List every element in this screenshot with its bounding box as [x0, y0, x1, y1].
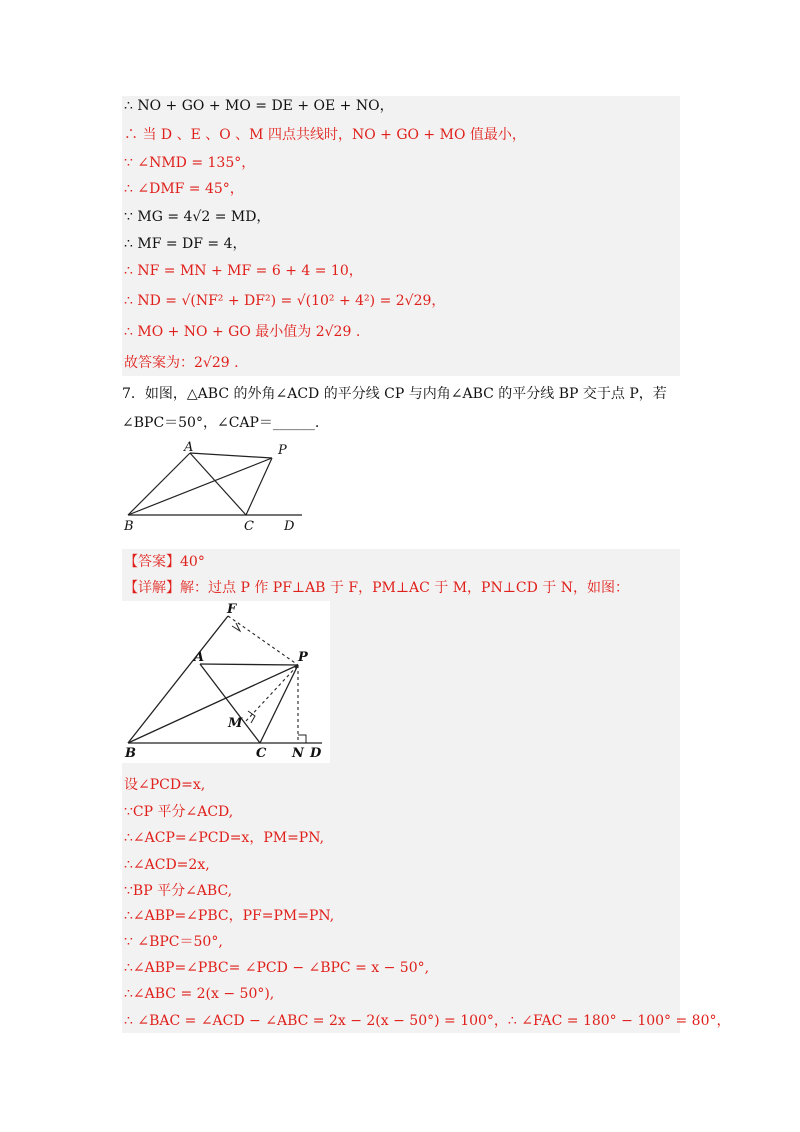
answer-figure [122, 601, 330, 763]
prev-line: ∵ MG = 4√2 = MD， [124, 209, 271, 225]
question-figure [122, 440, 312, 535]
step-line: ∴∠ABP=∠PBC，PF=PM=PN, [124, 908, 335, 924]
label-p: P [298, 650, 308, 665]
label-d: D [284, 519, 295, 534]
line-ac [190, 453, 246, 515]
step-line: ∴∠ABP=∠PBC= ∠PCD − ∠BPC = x − 50°, [124, 960, 430, 976]
right-angle-n [298, 735, 306, 743]
prev-line: ∴ MO + NO + GO 最小值为 2√29 . [124, 324, 361, 340]
answer-label: 【答案】40° [124, 554, 205, 570]
prev-line: ∴ NF = MN + MF = 6 + 4 = 10， [124, 263, 363, 279]
right-angle-m [248, 711, 255, 723]
step-line: ∴ ∠BAC = ∠ACD − ∠ABC = 2x − 2(x − 50°) = 100°，∴ ∠FAC = 180° − 100° = 80°， [124, 1013, 731, 1029]
line-pm [246, 665, 298, 721]
label-p: P [278, 443, 287, 458]
line-ba [128, 453, 190, 515]
prev-line: ∴ ND = √(NF² + DF²) = √(10² + 4²) = 2√29， [124, 293, 446, 309]
step-line: ∵CP 平分∠ACD, [124, 804, 234, 820]
step-line: ∴∠ACP=∠PCD=x，PM=PN, [124, 830, 325, 846]
line-bp [128, 665, 298, 743]
line-bf [128, 616, 228, 743]
line-ap [200, 664, 298, 665]
question-text-line1: 7．如图，△ABC 的外角∠ACD 的平分线 CP 与内角∠ABC 的平分线 BP 交于点 P，若 [122, 386, 667, 402]
line-ap [190, 453, 272, 458]
label-f: F [227, 602, 237, 617]
label-c: C [244, 519, 254, 534]
detail-label: 【详解】解：过点 P 作 PF⊥AB 于 F，PM⊥AC 于 M，PN⊥CD 于 N，如图： [124, 580, 629, 596]
prev-line: ∵ ∠NMD = 135°， [124, 155, 256, 171]
prev-line: ∴ NO + GO + MO = DE + OE + NO， [124, 98, 394, 114]
step-line: ∴∠ACD=2x, [124, 857, 210, 873]
step-line: ∵ ∠BPC＝50°, [124, 934, 223, 950]
prev-line: ∴ MF = DF = 4， [124, 236, 247, 252]
prev-line: ∴ 当 D 、E 、O 、M 四点共线时，NO + GO + MO 值最小， [124, 127, 526, 143]
step-line: ∴∠ABC = 2(x − 50°), [124, 986, 275, 1002]
label-n: N [292, 746, 304, 761]
prev-line: ∴ ∠DMF = 45°， [124, 181, 244, 197]
label-d: D [310, 746, 322, 761]
label-b: B [125, 746, 136, 761]
line-ac [200, 664, 260, 743]
label-c: C [256, 746, 267, 761]
step-line: ∵BP 平分∠ABC, [124, 883, 233, 899]
prev-line: 故答案为：2√29 . [124, 355, 239, 371]
question-text-line2: ∠BPC＝50°，∠CAP＝______. [122, 415, 320, 431]
label-b: B [124, 519, 134, 534]
label-a: A [194, 650, 205, 665]
label-a: A [184, 440, 194, 455]
label-m: M [228, 716, 243, 731]
line-pf [228, 616, 298, 665]
step-line: 设∠PCD=x, [124, 777, 206, 793]
line-cp [260, 665, 298, 743]
